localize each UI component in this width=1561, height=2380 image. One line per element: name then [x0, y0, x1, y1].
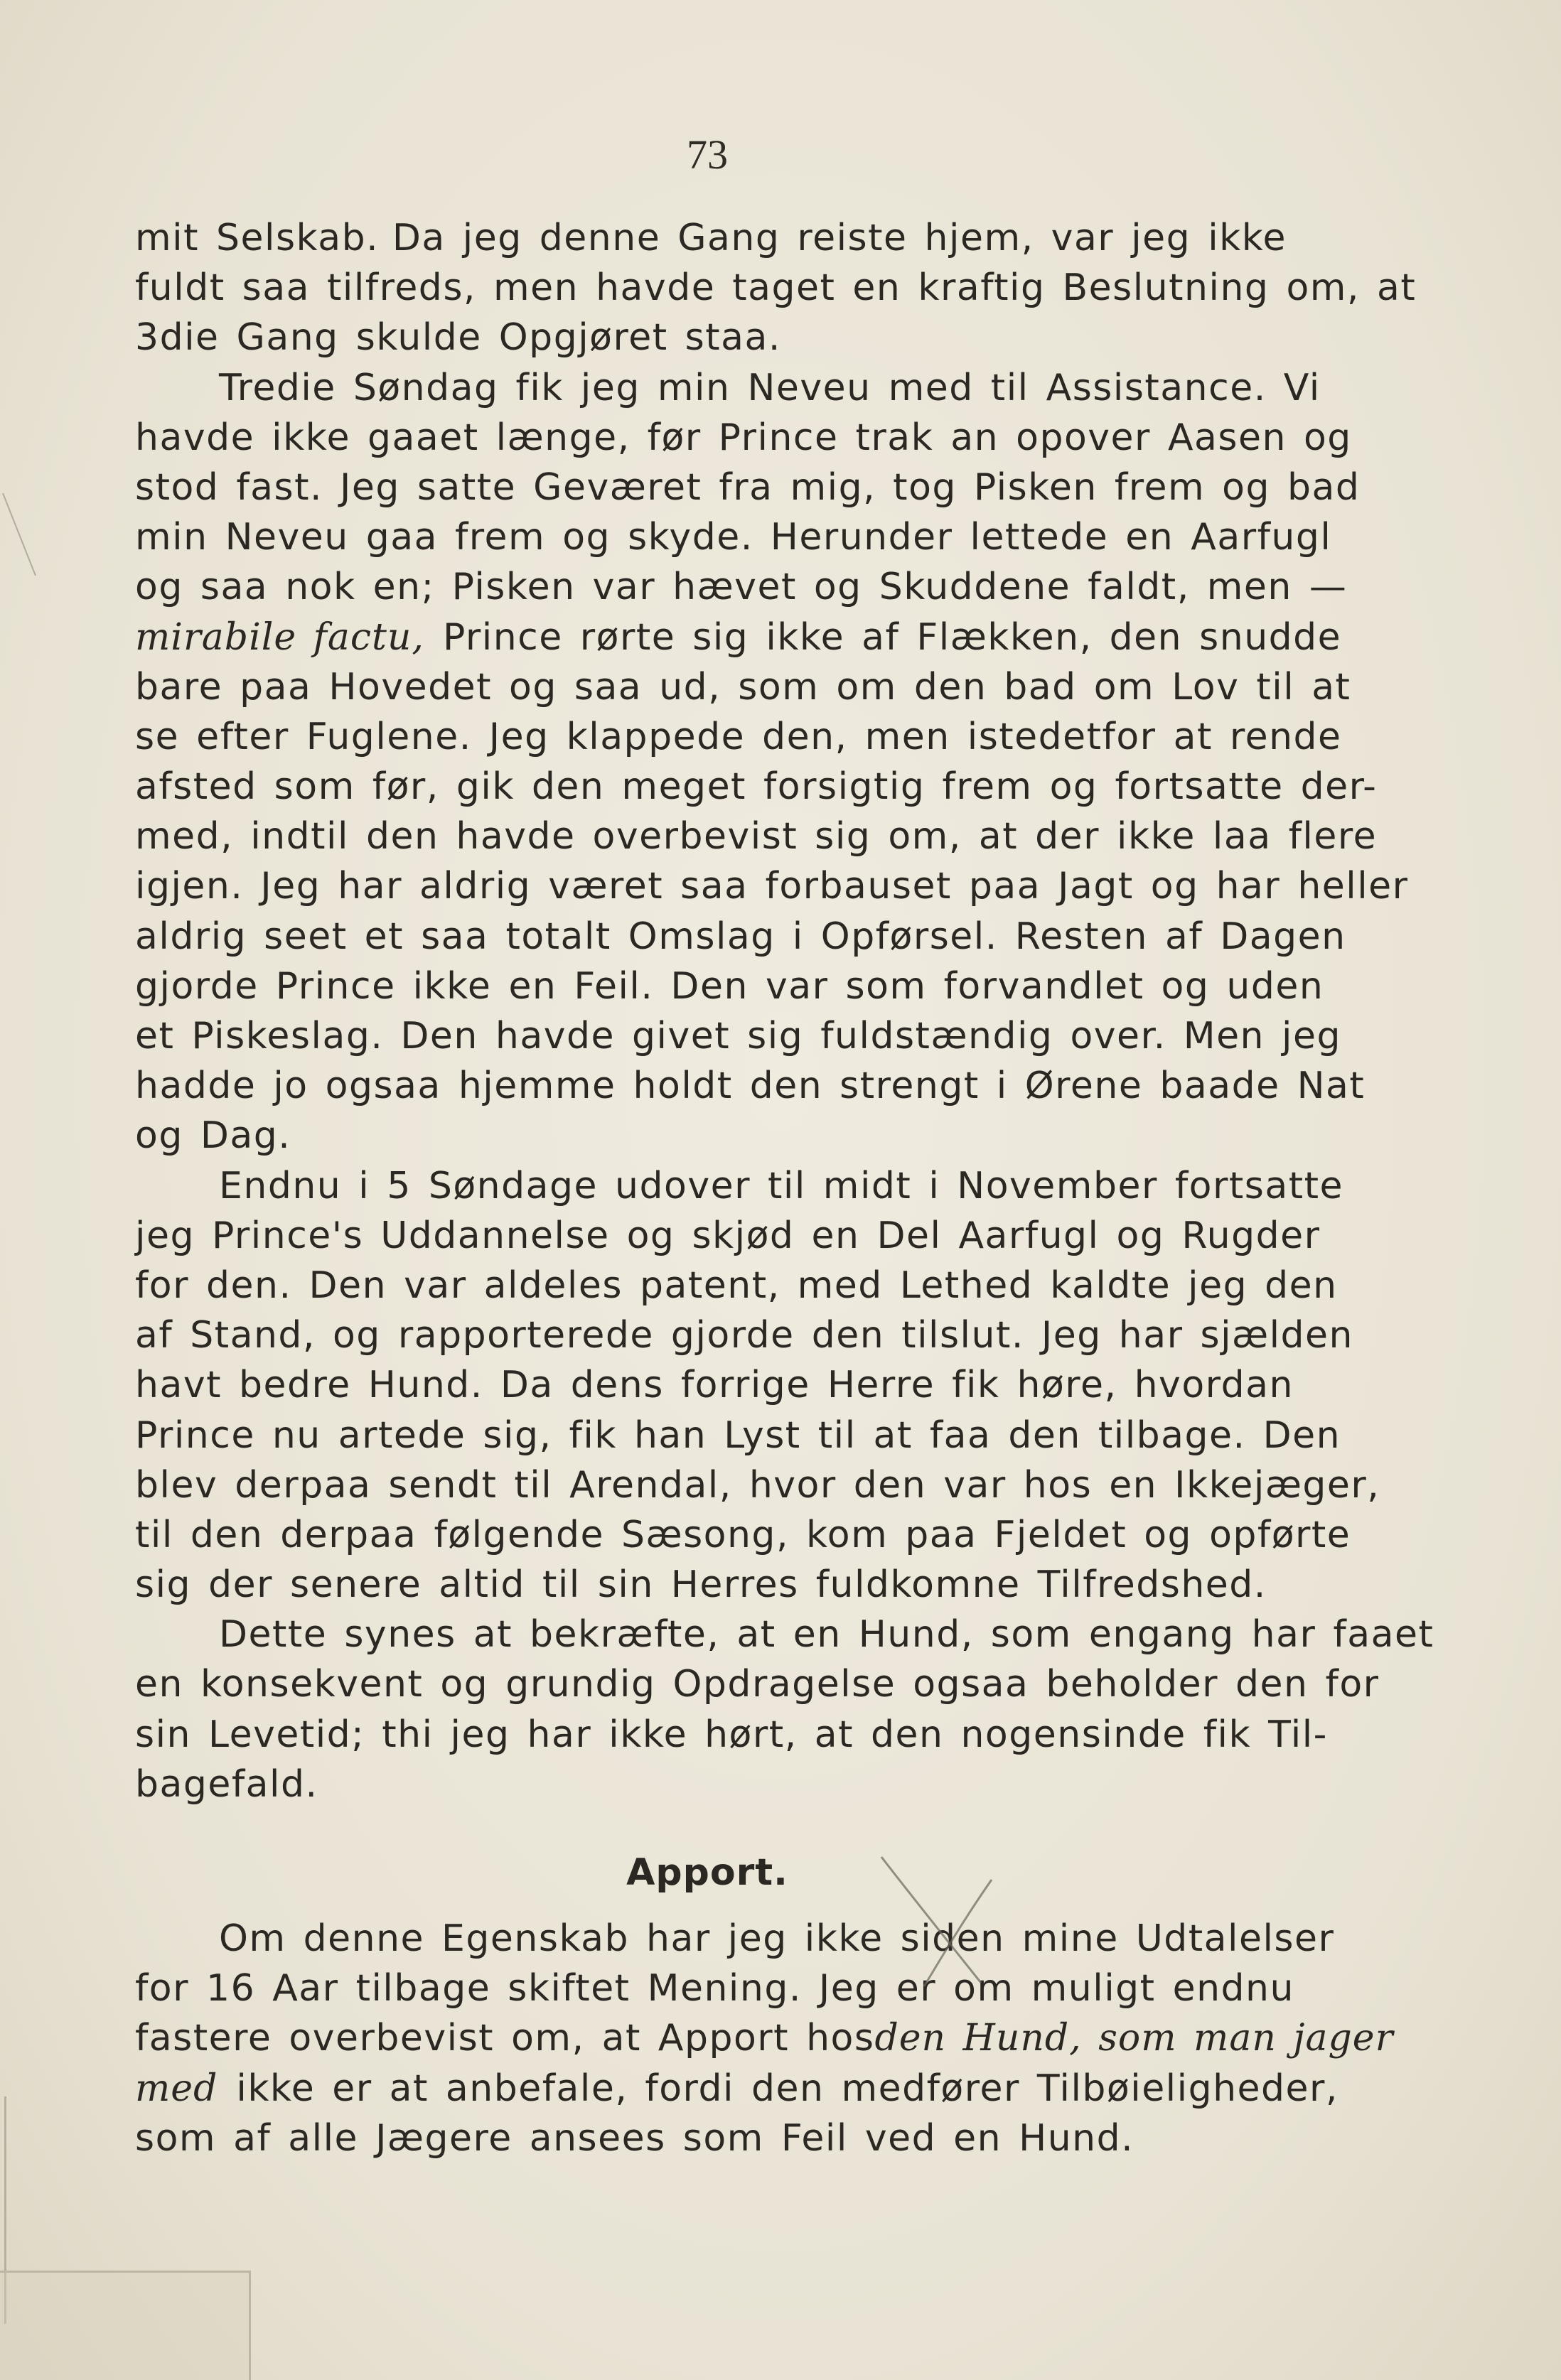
text-line: for 16 Aar tilbage skiftet Mening. Jeg er om muligt endnu: [135, 1967, 1294, 2010]
italic-phrase: mirabile factu,: [135, 615, 424, 659]
text-line: sin Levetid; thi jeg har ikke hørt, at den nogensinde fik Til-: [135, 1713, 1328, 1756]
text-line: fastere overbevist om, at Apport hos den Hund, som man jager: [135, 2013, 1287, 2063]
text-line: afsted som før, gik den meget forsigtig frem og fortsatte der-: [135, 765, 1378, 809]
italic-phrase: med: [135, 2067, 218, 2110]
text-line: aldrig seet et saa totalt Omslag i Opførsel. Resten af Dagen: [135, 915, 1346, 958]
paragraph-first-line: Dette synes at bekræfte, at en Hund, som engang har faaet: [219, 1613, 1434, 1657]
paragraph-first-line: Endnu i 5 Søndage udover til midt i November fortsatte: [219, 1164, 1343, 1207]
text-line: for den. Den var aldeles patent, med Lethed kaldte jeg den: [135, 1264, 1338, 1307]
text-line: mit Selskab. Da jeg denne Gang reiste hjem, var jeg ikke: [135, 217, 1287, 259]
page-corner-shadow: [0, 2271, 251, 2380]
text-line: fuldt saa tilfreds, men havde taget en kraftig Beslutning om, at: [135, 266, 1417, 310]
text-line: til den derpaa følgende Sæsong, kom paa Fjeldet og opførte: [135, 1513, 1351, 1556]
text-line: en konsekvent og grundig Opdragelse ogsaa beholder den for: [135, 1663, 1380, 1706]
text-line: gjorde Prince ikke en Feil. Den var som forvandlet og uden: [135, 964, 1324, 1008]
page-number: 73: [687, 131, 728, 178]
text-line: og saa nok en; Pisken var hævet og Skuddene faldt, men —: [135, 566, 1348, 609]
text-line: havde ikke gaaet længe, før Prince trak an opover Aasen og: [135, 416, 1352, 459]
text-line: af Stand, og rapporterede gjorde den tilslut. Jeg har sjælden: [135, 1314, 1354, 1357]
text-line: blev derpaa sendt til Arendal, hvor den var hos en Ikkejæger,: [135, 1463, 1380, 1507]
text-line: et Piskeslag. Den havde givet sig fuldstændig over. Men jeg: [135, 1015, 1341, 1057]
text-line: 3die Gang skulde Opgjøret staa.: [135, 316, 781, 360]
text-line: havt bedre Hund. Da dens forrige Herre fik høre, hvordan: [135, 1364, 1294, 1407]
text-line: hadde jo ogsaa hjemme holdt den strengt i Ørene baade Nat: [135, 1065, 1366, 1108]
text-line: se efter Fuglene. Jeg klappede den, men istedetfor at rende: [135, 715, 1342, 758]
text-line: med ikke er at anbefale, fordi den medfører Tilbøieligheder,: [135, 2064, 1287, 2114]
text-line: med, indtil den havde overbevist sig om, at der ikke laa flere: [135, 815, 1378, 858]
text-line: mirabile factu, Prince rørte sig ikke af Flækken, den snudde: [135, 613, 1287, 662]
section-heading: Apport.: [626, 1851, 788, 1894]
section-body-text: [135, 1914, 1394, 2163]
text-line: igjen. Jeg har aldrig været saa forbauset paa Jagt og har heller: [135, 865, 1409, 908]
text-line: bare paa Hovedet og saa ud, som om den bad om Lov til at: [135, 665, 1351, 709]
pencil-margin-mark: [0, 490, 43, 583]
text-line: bagefald.: [135, 1762, 318, 1806]
text-line: min Neveu gaa frem og skyde. Herunder lettede en Aarfugl: [135, 516, 1332, 559]
text-line: som af alle Jægere ansees som Feil ved en Hund.: [135, 2116, 1134, 2160]
text-line: sig der senere altid til sin Herres fuldkomne Tilfredshed.: [135, 1563, 1267, 1607]
text-line: Prince nu artede sig, fik han Lyst til at faa den tilbage. Den: [135, 1414, 1341, 1457]
text-line: og Dag.: [135, 1114, 291, 1158]
text-line: jeg Prince's Uddannelse og skjød en Del Aarfugl og Rugder: [135, 1214, 1321, 1257]
paragraph-first-line: Tredie Søndag fik jeg min Neveu med til Assistance. Vi: [219, 366, 1321, 409]
text-line: stod fast. Jeg satte Geværet fra mig, tog Pisken frem og bad: [135, 465, 1361, 509]
paragraph-first-line: Om denne Egenskab har jeg ikke siden mine Udtalelser: [219, 1917, 1335, 1960]
body-text: [135, 213, 1434, 1809]
italic-phrase: den Hund, som man jager: [874, 2017, 1394, 2060]
